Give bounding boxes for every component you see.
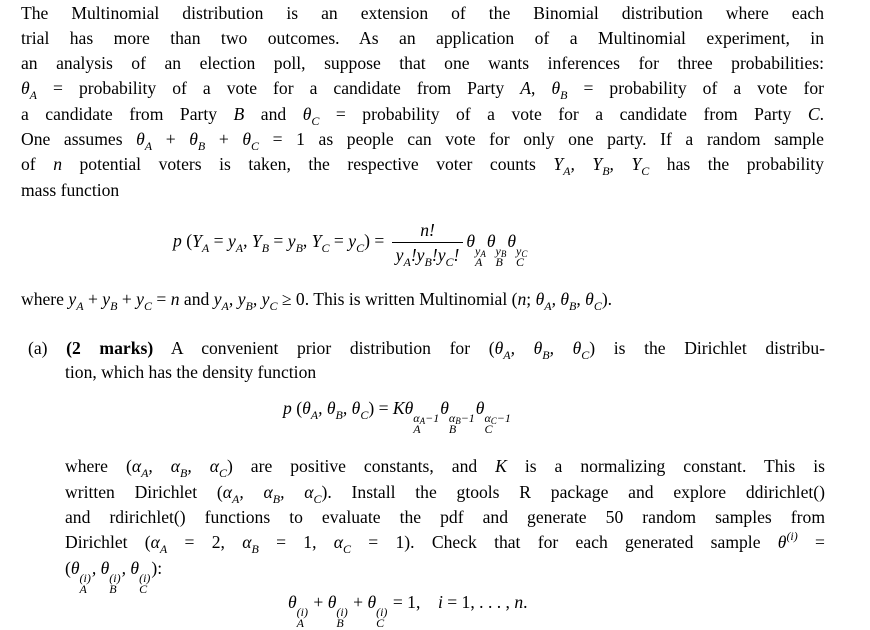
paragraph-line: of n potential voters is taken, the respective voter counts $Y_A$, $Y_B$, $Y_C$ has the probability (21, 154, 824, 178)
part-a-intro: (a) (2 marks) A convenient prior distribution for ($\theta_A$, $\theta_B$, $\theta_C$) is the Dirichlet distribu- (28, 338, 825, 362)
paragraph-line: One assumes $\theta_A + \theta_B + \theta_C = 1$ as people can vote for only one party. If a random sample (21, 129, 824, 153)
paragraph-line: The Multinomial distribution is an extension of the Binomial distribution where each (21, 3, 824, 23)
part-a-body-line: written Dirichlet ($\alpha_A$, $\alpha_B$, $\alpha_C$). Install the gtools R package and explore ddirichlet() (65, 482, 825, 506)
paragraph-line: mass function (21, 180, 120, 200)
dirichlet-equation: p ($\theta_A$, $\theta_B$, $\theta_C) = K\theta$ $\alpha_A-1$ A θ $\alpha_B-1$ B θ $\alpha_C-1$ C (283, 398, 511, 436)
paragraph-line: $\theta_A$ = probability of a vote for a candidate from Party A, $\theta_B$ = probability of a vote for (21, 78, 824, 102)
part-a-body-line: (θ (i) A , θ (i) B , θ (i) C ): (65, 558, 163, 596)
part-a-label: (a) (28, 338, 48, 358)
multinomial-definition: where $y_A + y_B + y_C = n$ and $y_A$, $y_B$, $y_C \ge 0$. This is written Multinomial (n; $\theta_A$, $\theta_B$, $\theta_C$). (21, 289, 613, 313)
sum-check-equation: θ (i) A + θ (i) B + θ (i) C = 1, i = 1, . . . , n. (288, 592, 528, 630)
paragraph-line: trial has more than two outcomes. As an application of a Multinomial experiment, in (21, 28, 824, 48)
part-a-body-line: where ($\alpha_A$, $\alpha_B$, $\alpha_C$) are positive constants, and K is a normalizing constant. This is (65, 456, 825, 480)
paragraph-line: a candidate from Party B and $\theta_C$ = probability of a vote for a candidate from Party C. (21, 104, 824, 128)
part-a-marks: (2 marks) (66, 338, 154, 358)
part-a-body-line: and rdirichlet() functions to evaluate the pdf and generate 50 random samples from (65, 507, 825, 527)
part-a-intro-line2: tion, which has the density function (65, 362, 317, 382)
pmf-fraction: $\frac{n!}{y_A!y_B!y_C!}$ (392, 220, 464, 265)
paragraph-line: an analysis of an election poll, suppose that one wants inferences for three probabilities: (21, 53, 824, 73)
pmf-equation: p ($Y_A = y_A$, $Y_B = y_B$, $Y_C = y_C$) = $\frac{n!}{y_A!y_B!y_C!}$ θ $y_A$ A θ $y_B$ B θ $y_C$ C (173, 220, 528, 269)
part-a-body-line: Dirichlet ($\alpha_A = 2$, $\alpha_B = 1$, $\alpha_C = 1$). Check that for each generated sample $\theta^{(i)}$ = (65, 529, 825, 556)
